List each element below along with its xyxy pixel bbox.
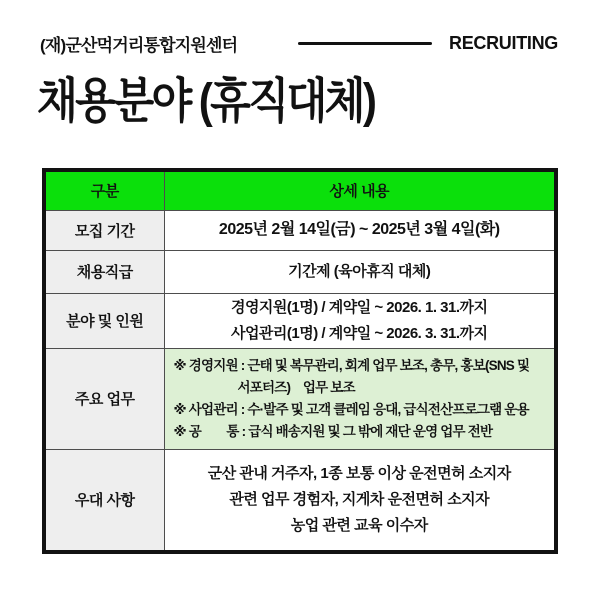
row-value-line: 경영지원(1명) / 계약일 ~ 2026. 1. 31.까지 — [230, 298, 488, 316]
org-name: (재)군산먹거리통합지원센터 — [40, 35, 238, 55]
row-value-line: ※ 경영지원 : 근태 및 복무관리, 회계 업무 보조, 총무, 홍보(SNS 및 — [173, 357, 530, 373]
row-label: 주요 업무 — [44, 348, 164, 449]
row-value — [164, 449, 556, 552]
row-label: 모집 기간 — [44, 210, 164, 250]
table-row-preferred — [44, 449, 556, 552]
table-header-row — [44, 170, 556, 210]
row-value-line: ※ 사업관리 : 수·발주 및 고객 클레임 응대, 급식전산프로그램 운용 — [173, 401, 529, 417]
table-row-period — [44, 210, 556, 250]
recruitment-table — [42, 168, 558, 554]
row-value — [164, 293, 556, 348]
row-value-line: 농업 관련 교육 이수자 — [290, 516, 428, 534]
header-bar — [40, 30, 558, 56]
row-value-line: ※ 공 통 : 급식 배송지원 및 그 밖에 재단 운영 업무 전반 — [173, 423, 493, 439]
table-row-position-type — [44, 250, 556, 293]
row-value — [164, 210, 556, 250]
page-title: 채용분야 (휴직대체) — [37, 75, 375, 128]
table-row-field-headcount — [44, 293, 556, 348]
row-value-line: 기간제 (육아휴직 대체) — [288, 262, 431, 280]
row-label: 분야 및 인원 — [44, 293, 164, 348]
row-value — [164, 250, 556, 293]
row-value — [164, 348, 556, 449]
row-value-line: 군산 관내 거주자, 1종 보통 이상 운전면허 소지자 — [207, 464, 511, 482]
row-value-line: 2025년 2월 14일(금) ~ 2025년 3월 4일(화) — [218, 221, 500, 238]
row-value-line: 관련 업무 경험자, 지게차 운전면허 소지자 — [229, 490, 490, 508]
recruiting-label: RECRUITING — [449, 32, 558, 53]
divider-line — [298, 42, 432, 45]
row-label: 우대 사항 — [44, 449, 164, 552]
table-row-main-duties — [44, 348, 556, 449]
column-header-details: 상세 내용 — [164, 170, 556, 210]
column-header-category: 구분 — [44, 170, 164, 210]
row-label: 채용직급 — [44, 250, 164, 293]
row-value-line: 사업관리(1명) / 계약일 ~ 2026. 3. 31.까지 — [230, 324, 488, 342]
row-value-line: 서포터즈) 업무 보조 — [237, 379, 355, 395]
